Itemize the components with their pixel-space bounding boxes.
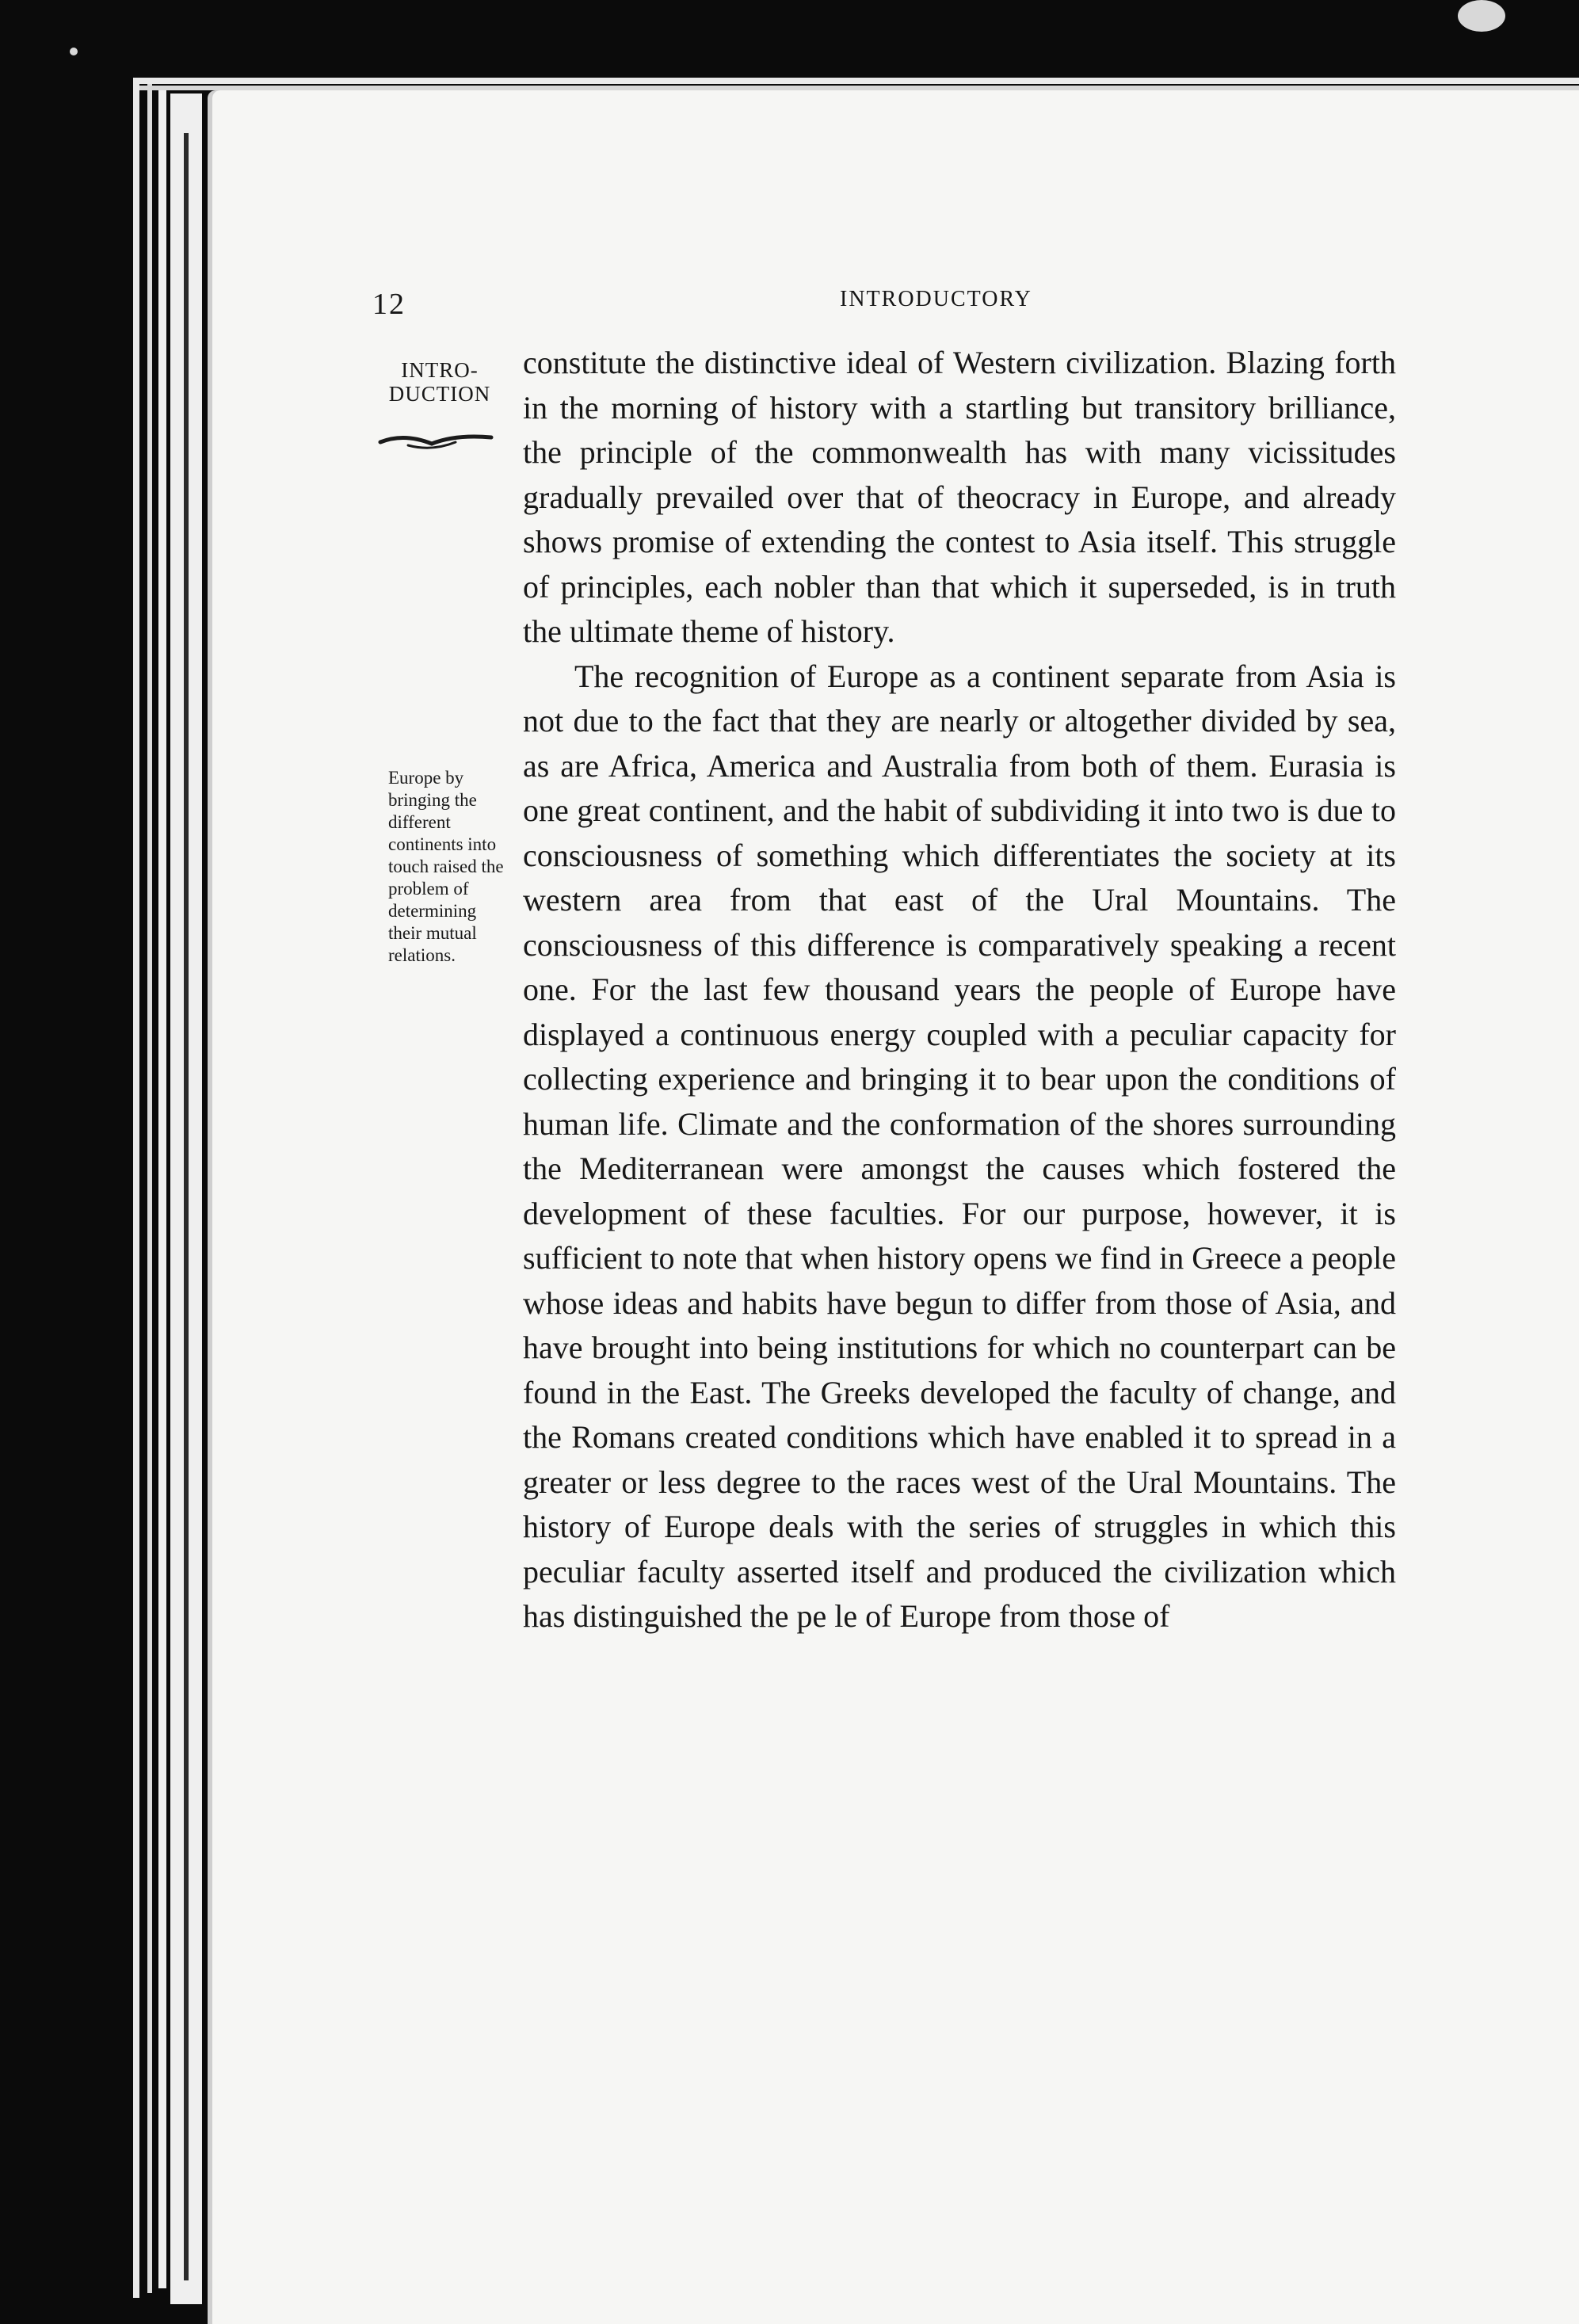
dust-speck	[1458, 0, 1505, 32]
paragraph: The recognition of Europe as a continent separate from Asia is not due to the fact that they are nearly or altogether divided by sea, as are Africa, America and Australia from both of them. Eurasia is one great continent, and the habit of subdividing it into two is due to consciousness of something which differentiates the society at its western area from that east of the Ural Mountains. The consciousness of this difference is comparatively speaking a recent one. For the last few thousand years the people of Europe have displayed a continuous energy coupled with a peculiar capacity for collecting experience and bringing it to bear upon the conditions of human life. Climate and the conformation of the shores surrounding the Mediterranean were amongst the causes which fostered the development of these faculties. For our purpose, however, it is sufficient to note that when history opens we find in Greece a people whose ideas and habits have begun to differ from those of Asia, and have brought into being institutions for which no counterpart can be found in the East. The Greeks developed the faculty of change, and the Romans created conditions which have enabled it to spread in a greater or less degree to the races west of the Ural Mountains. The history of Europe deals with the series of struggles in which this peculiar faculty asserted itself and produced the civilization which has distinguished the pe le of Europe from those of	[523, 658, 1396, 1634]
running-head: INTRODUCTORY	[840, 287, 1032, 311]
page-gutter-line	[184, 133, 204, 2280]
body-text	[523, 341, 1396, 1639]
dust-speck	[70, 48, 78, 55]
page-stack-edge	[133, 79, 139, 2298]
paragraph: constitute the distinctive ideal of Western civilization. Blazing forth in the morning of history with a startling but transitory brilliance, the principle of the commonwealth has with many vicissitudes gradually prevailed over that of theocracy in Europe, and already shows promise of extending the contest to Asia itself. This struggle of principles, each nobler than that which it superseded, is in truth the ultimate theme of history.	[523, 345, 1396, 649]
margin-note: Europe by bringing the different continents into touch raised the problem of determining their mutual relations.	[388, 768, 504, 965]
page-stack-edge	[158, 86, 166, 2288]
page-stack-edge	[133, 78, 1579, 84]
page-number: 12	[372, 288, 406, 321]
side-heading	[380, 358, 499, 406]
flourish-ornament	[376, 428, 495, 452]
page-stack-edge	[147, 82, 152, 2293]
side-heading-line: INTRO-	[401, 358, 479, 382]
side-heading-line: DUCTION	[388, 382, 491, 406]
